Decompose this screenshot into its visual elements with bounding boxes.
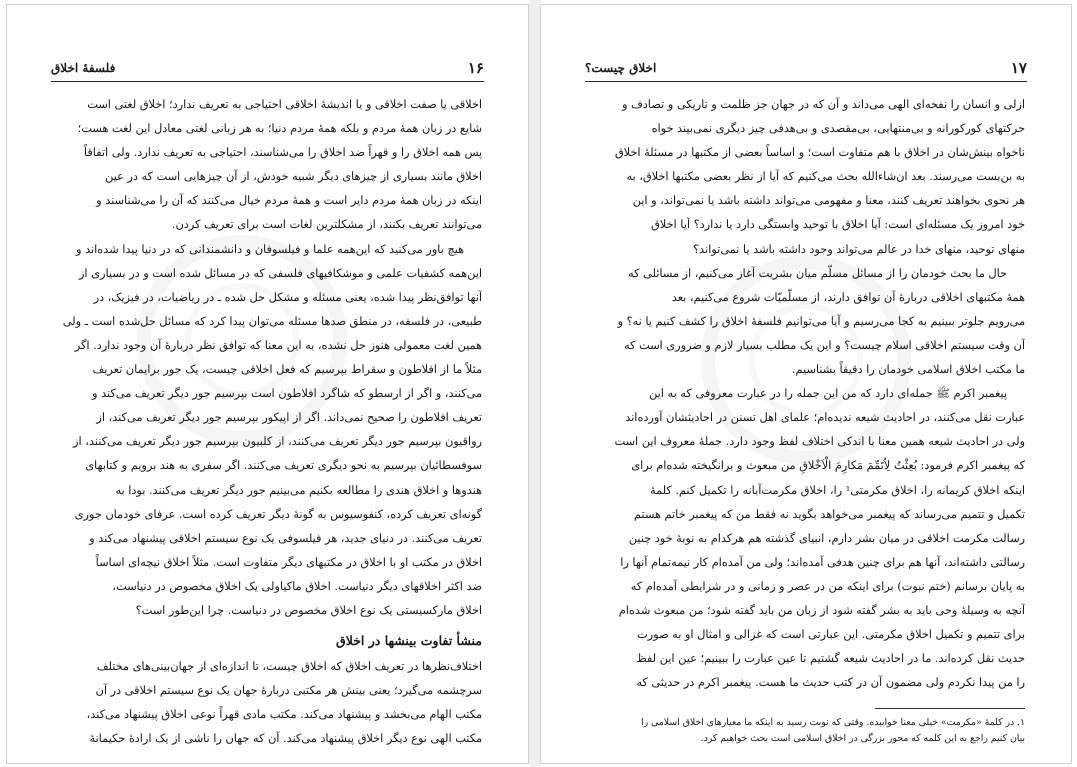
footnotes — [587, 708, 1025, 747]
text-line: منهای توحید، منهای خدا در عالم می‌تواند وجود داشته باشد یا نمی‌تواند؟ — [693, 242, 1025, 256]
right-page — [540, 4, 1072, 764]
left-page — [6, 4, 529, 764]
text-line: اینکه در زبان همهٔ مردم دایر است و همهٔ مردم خیال می‌کنند که آن را می‌شناسند و — [96, 194, 482, 208]
text-line: مکتب الهام می‌بخشد و پیشنهاد می‌کند. مکتب مادی قهراً نوعی اخلاق پیشنهاد می‌کند، — [86, 708, 482, 722]
text-line: ضد اکثر اخلاقهای دیگر دنیاست. اخلاق ماکیاولی یک اخلاق مخصوص در دنیاست، — [112, 579, 482, 593]
text-line: هیچ باور می‌کنید که این‌همه علما و فیلسوفان و دانشمندانی که در دنیا پیدا شده‌اند و — [76, 242, 464, 256]
right-page-header — [585, 59, 1027, 82]
running-title: فلسفهٔ اخلاق — [51, 61, 116, 75]
text-line: به پایان برسانم (ختم نبوت) برای اینکه من در عصر و زمانی و در شرایطی آمده‌ام که — [630, 579, 1025, 593]
section-heading: منشأ تفاوت بینشها در اخلاق — [336, 633, 482, 649]
text-line: هندوها و اخلاق هندی را مطالعه بکنیم می‌بینیم جور دیگر تعریف می‌کنند. بودا به — [115, 483, 482, 497]
text-line: به بن‌بست می‌رسند. بعد ان‌شاءالله بحث می‌کنیم که آیا از نظر بعضی مکتبها اخلاق، به — [626, 170, 1025, 184]
text-line: اخلاقی یا صفت اخلاقی و یا اندیشهٔ اخلاقی احتیاجی به تعریف ندارد؛ اخلاق لغتی است — [87, 98, 482, 111]
right-page-body — [587, 93, 1025, 755]
text-line: آنها توافق‌نظر پیدا شده، یعنی مسئله و مشکل حل شده ـ در ریاضیات، در فیزیک، در — [93, 290, 482, 304]
text-line: مثلاً ما از افلاطون و سقراط بپرسیم که فعل اخلاقی چیست، یک جور برایمان تعریف — [92, 363, 482, 377]
text-line: تعریف می‌کنند. در دنیای جدید، هر فیلسوفی یک نوع سیستم اخلاقی پیشنهاد می‌کند و — [89, 531, 482, 545]
text-line: طبیعی، در فلسفه، در منطق صدها مسئله می‌توان پیدا کرد که مسائل حل‌شده است ـ ولی — [62, 314, 482, 328]
text-line: سوفسطائیان بپرسیم به نحو دیگری تعریف می‌کنند. اگر سفری به هند برویم و کتابهای — [85, 459, 482, 473]
page-number: ۱۷ — [1010, 59, 1027, 77]
text-line: رسالت مکرمت اخلاقی در میان بشر دارم، انبیای گذشته هم هرکدام به نوبهٔ خود چنین — [628, 531, 1025, 545]
text-line: می‌توانند تعریف بکنند، از مشکلترین لغات است برای تعریف کردن. — [171, 218, 482, 232]
text-line: پس همه اخلاق را و قهراً ضد اخلاق را می‌شناسند، احتیاجی به تعریف ندارد. ولی اتفاقاً — [83, 146, 482, 160]
text-line: ولی در احادیث شیعه همین معنا با اندکی اختلاف لفظ وجود دارد. جملهٔ معروف این است — [614, 435, 1025, 449]
text-line: می‌کنند، و اگر از ارسطو که شاگرد افلاطون است بپرسیم جور دیگر تعریف می‌کند و — [92, 387, 482, 401]
text-line: همین لغت معمولی هنوز حل نشده، به این معنا که توافق نظر دربارهٔ آن وجود ندارد. اگر — [74, 338, 482, 352]
text-line: ما مکتب اخلاق اسلامی خودمان را دقیقاً بشناسیم. — [791, 363, 1025, 377]
text-line: اخلاق مانند بسیاری از چیزهای دیگر شبیه خودش، از آن چیزهایی است که در عین — [105, 170, 482, 184]
text-line: اختلاف‌نظرها در تعریف اخلاق که اخلاق چیست، تا اندازه‌ای از جهان‌بینی‌های مختلف — [96, 660, 482, 674]
text-line: که پیغمبر اکرم فرمود: بُعِثْتُ لِاُتَمِّمَ مَکارِمَ الْاَخْلاقِ من مبعوث و برانگیخته شده‌ام برای — [631, 459, 1025, 473]
text-line: می‌رویم جلوتر ببینیم به کجا می‌رسیم و آیا می‌توانیم فلسفهٔ اخلاق را کشف کنیم یا نه؟ و — [617, 314, 1025, 328]
text-line: تعریف افلاطون را صحیح نمی‌داند. اگر از اپیکور بپرسیم جور دیگر تعریف می‌کند، از — [96, 411, 482, 425]
footnote-line: بیان کنیم راجع به این کلمه که محور بزرگی در اخلاق اسلامی است بحث خواهیم کرد. — [700, 733, 1025, 744]
text-line: این‌همه کشفیات علمی و موشکافیهای فلسفی که در مسائل شده است و در بسیاری از — [78, 266, 482, 280]
footnote-line: ۱. در کلمهٔ «مکرمت» خیلی معنا خوابیده. وقتی که نوبت رسید به اینکه ما معیارهای اخلاق اسلامی را — [641, 717, 1025, 728]
text-line: گونه‌ای تعریف کرده، کنفوسیوس به گونهٔ دیگر تعریف کرده است. عرفای خودمان جوری — [74, 507, 482, 521]
text-line: ازلی و انسان را نفخه‌ای الهی می‌داند و آن که در جهان جز ظلمت و تاریکی و تصادف و — [622, 98, 1025, 111]
footnote-rule — [875, 708, 1025, 709]
left-page-header — [51, 59, 484, 82]
text-line: حرکتهای کورکورانه و بی‌منتهایی، بی‌مقصدی و بی‌هدفی چیز دیگری نمی‌بیند خواه — [651, 122, 1025, 136]
text-line: مکتب الهی نوع دیگر اخلاق پیشنهاد می‌کند. آن که جهان را ناشی از یک ارادهٔ حکیمانهٔ — [89, 732, 482, 746]
left-page-body — [53, 93, 482, 755]
text-line: تکمیل و تتمیم می‌رساند که پیغمبر می‌خواهد بگوید نه فقط من که پیغمبر خاتم هستم — [633, 507, 1025, 521]
text-line: رسالتی داشته‌اند، آنها هم برای چنین هدفی آمده‌اند؛ ولی من آمده‌ام کار نیمه‌تمام آنها را — [620, 555, 1025, 569]
text-line: عبارت نقل می‌کنند، در احادیث شیعه ندیده‌ام؛ علمای اهل تسنن در احادیثشان آورده‌اند — [625, 411, 1025, 425]
text-line: اینکه اخلاق کریمانه را، اخلاق مکرمتی¹ را، اخلاق مکرمت‌آبانه را تکمیل کنم. کلمهٔ — [650, 483, 1025, 497]
text-line: اخلاق مارکسیستی یک نوع اخلاق مخصوص در دنیاست. چرا این‌طور است؟ — [135, 603, 482, 617]
text-line: سرچشمه می‌گیرد؛ یعنی بینش هر مکتبی دربارهٔ جهان یک نوع سیستم اخلاقی در آن — [95, 684, 482, 698]
running-title: اخلاق چیست؟ — [585, 61, 657, 75]
text-line: حال ما بحث خودمان را از مسائل مسلّم میان بشریت آغاز می‌کنیم، از مسائلی که — [628, 266, 1007, 280]
text-line: پیغمبر اکرم ﷺ جمله‌ای دارد که من این جمله را در عبارت معروفی که به این — [649, 387, 1007, 401]
book-gutter — [529, 0, 540, 767]
text-line: را من پیدا نکردم ولی مضمون آن در کتب حدیث ما هست. پیغمبر اکرم در حدیثی که — [636, 676, 1025, 690]
text-line: برای تتمیم و تکمیل اخلاق مکرمتی. این عبارتی است که غزالی و امثال او به صورت — [637, 628, 1025, 642]
page-number: ۱۶ — [467, 59, 484, 77]
text-line: هر نحوی بخواهند تعریف کنند، معنا و مفهومی می‌تواند داشته باشد یا نمی‌تواند، و این — [632, 194, 1025, 208]
text-line: اخلاق در مکتب او با اخلاق در مکتبهای دیگر متفاوت است. مثلاً اخلاق نیچه‌ای اساساً — [95, 555, 482, 569]
text-line: رواقیون بپرسیم جور دیگر تعریف می‌کنند، از کلبیون بپرسیم جور دیگر تعریف می‌کنند، از — [73, 435, 482, 449]
text-line: همهٔ مکتبهای اخلاقی دربارهٔ آن توافق دارند، از مسلّمیّات شروع می‌کنیم، بعد — [671, 290, 1025, 304]
text-line: شایع در زبان همهٔ مردم و بلکه همهٔ مردم دنیا؛ به هر زبانی لغتی معادل این لغت هست؛ — [77, 122, 482, 136]
text-line: ناخواه بینش‌شان در اخلاق با هم متفاوت است؛ و اساساً بعضی از مکتبها در مسئلهٔ اخلاق — [614, 146, 1025, 160]
text-line: خود امروز یک مسئله‌ای است: آیا اخلاق با توحید وابستگی دارد یا ندارد؟ آیا اخلاق — [651, 218, 1025, 232]
text-line: آنچه به وسیلهٔ وحی باید به بشر گفته شود از زبان من باید گفته شود؛ من مبعوث شده‌ام — [618, 603, 1025, 617]
text-line: حدیث نقل کرده‌اند. ما در احادیث شیعه گشتیم تا عین عبارت را ببینیم؛ عین این لفظ — [636, 652, 1025, 666]
text-line: آن وقت سیستم اخلاقی اسلام چیست؟ و این یک مطلب بسیار لازم و ضروری است که — [623, 338, 1025, 352]
